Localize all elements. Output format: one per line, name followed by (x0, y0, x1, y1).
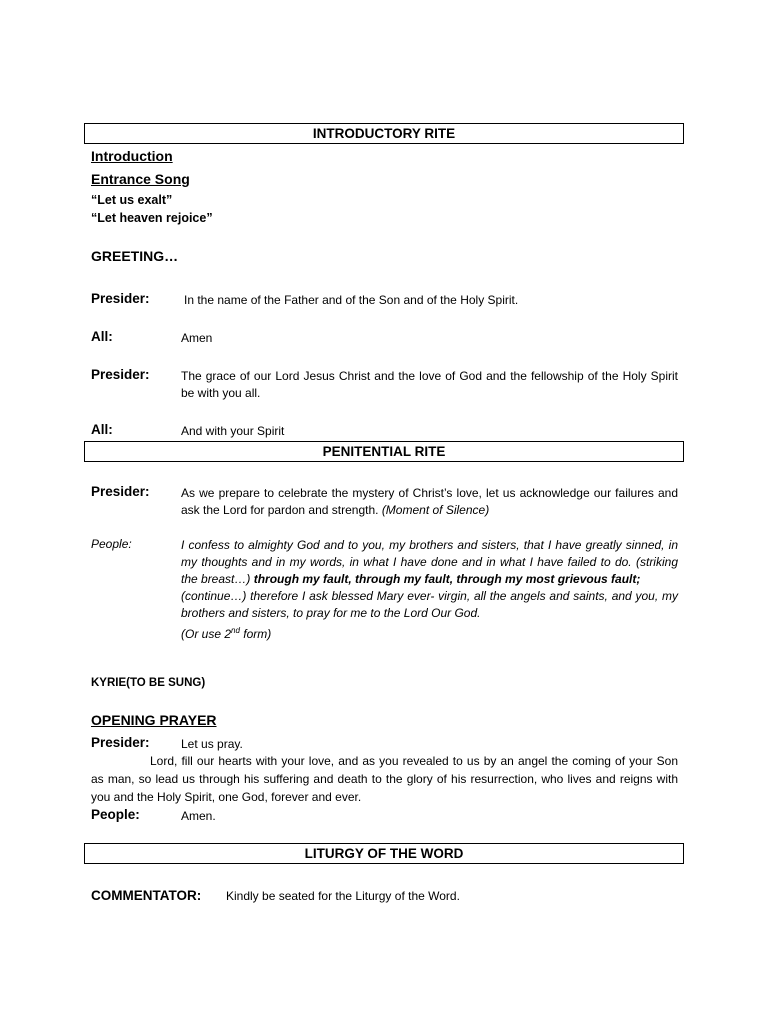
people-label: People: (91, 537, 132, 551)
song-title-2: “Let heaven rejoice” (91, 211, 213, 225)
section-header-introductory-rite: INTRODUCTORY RITE (84, 123, 684, 144)
speaker-label: Presider: (91, 484, 150, 499)
speaker-label: All: (91, 329, 113, 344)
opening-prayer-text: Lord, fill our hearts with your love, and as you revealed to us by an angel the coming of your Son as man, so lead us through his suffering and death to the glory of his resurrection, who lives and reigns with you and the Holy Spirit, one God, forever and ever. (91, 754, 678, 804)
commentator-label: COMMENTATOR: (91, 888, 202, 903)
greeting-heading: GREETING… (91, 248, 179, 264)
speaker-label: Presider: (91, 367, 150, 382)
speaker-label: People: (91, 807, 140, 822)
let-us-pray: Let us pray. (181, 737, 243, 751)
confiteor-text (181, 537, 678, 643)
section-header-liturgy-of-the-word: LITURGY OF THE WORD (84, 843, 684, 864)
dialogue-text: In the name of the Father and of the Son and of the Holy Spirit. (184, 293, 519, 307)
commentator-text: Kindly be seated for the Liturgy of the Word. (226, 889, 460, 903)
striking-breast-instruction: (striking the breast…) (181, 555, 678, 586)
through-my-fault: through my fault, through my fault, through my most grievous fault; (253, 572, 641, 586)
people-response: Amen. (181, 809, 216, 823)
speaker-label: Presider: (91, 291, 150, 306)
introduction-heading: Introduction (91, 148, 173, 164)
kyrie-heading: KYRIE(TO BE SUNG) (91, 677, 206, 689)
dialogue-text: And with your Spirit (181, 424, 285, 438)
speaker-label: Presider: (91, 735, 150, 750)
dialogue-text: The grace of our Lord Jesus Christ and the love of God and the fellowship of the Holy Spirit be with you all. (181, 369, 678, 400)
entrance-song-heading: Entrance Song (91, 171, 190, 187)
moment-of-silence-note: (Moment of Silence) (381, 503, 490, 517)
or-use-suffix: form) (239, 627, 272, 641)
or-use-prefix: (Or use 2 (181, 627, 232, 641)
confess-line: I confess to almighty God and to you, my brothers and sisters, that I have greatly sinned, in my thoughts and in my words, in what I have done and in what I have failed to do. (181, 538, 678, 569)
song-title-1: “Let us exalt” (91, 193, 173, 207)
section-header-penitential-rite: PENITENTIAL RITE (84, 441, 684, 462)
penitential-presider-text (181, 485, 678, 519)
presider-invitation: As we prepare to celebrate the mystery of Christ’s love, let us acknowledge our failures and ask the Lord for pardon and strength. (181, 486, 678, 517)
speaker-label: All: (91, 422, 113, 437)
opening-prayer-heading: OPENING PRAYER (91, 712, 217, 728)
or-use-sup: nd (231, 626, 240, 635)
dialogue-text: Amen (181, 331, 213, 345)
continue-line: (continue…) therefore I ask blessed Mary ever- virgin, all the angels and saints, and you, my brothers and sisters, to pray for me to the Lord Our God. (181, 589, 678, 620)
